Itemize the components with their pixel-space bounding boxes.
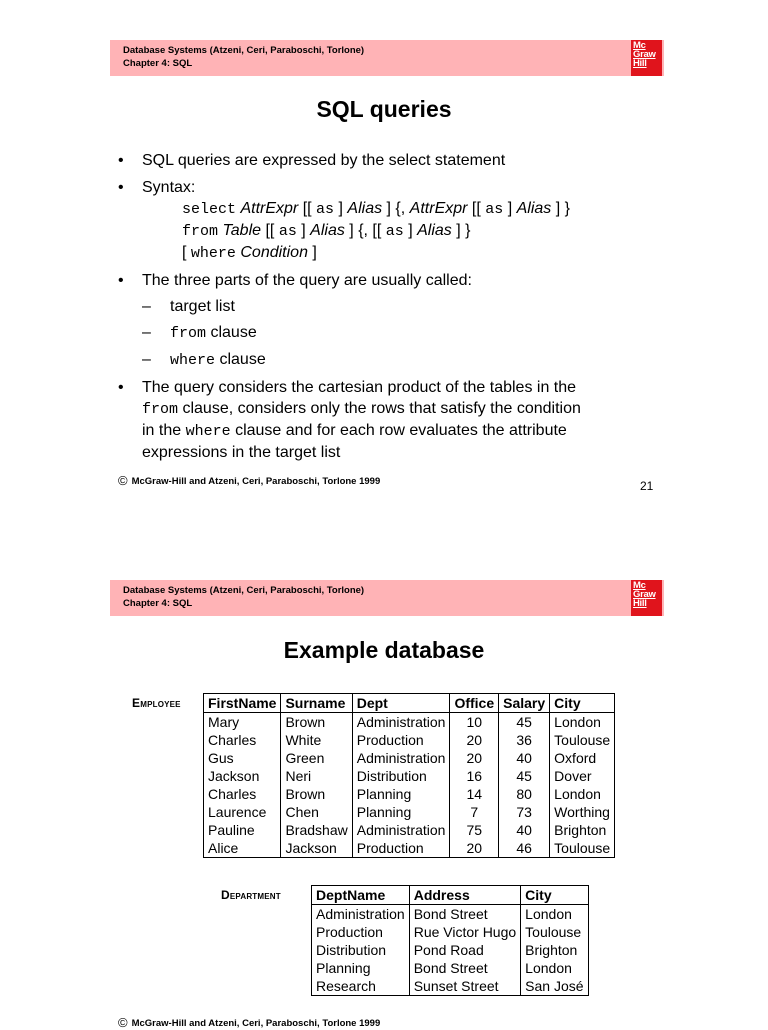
table-cell: Gus (204, 749, 281, 767)
table-cell: Production (352, 731, 450, 749)
table-cell: 75 (450, 821, 499, 839)
table-cell: Mary (204, 713, 281, 732)
dash-icon: – (142, 351, 151, 368)
table-cell: Distribution (312, 941, 410, 959)
table-row (312, 905, 589, 924)
column-header: Salary (499, 694, 550, 713)
table-cell: Sunset Street (409, 977, 520, 996)
table-cell: Distribution (352, 767, 450, 785)
table-cell: Toulouse (550, 731, 615, 749)
table-row (312, 959, 589, 977)
table-cell: Charles (204, 731, 281, 749)
slide-sql-queries (0, 0, 768, 512)
table-cell: 40 (499, 749, 550, 767)
table-cell: 20 (450, 749, 499, 767)
table-cell: 36 (499, 731, 550, 749)
table-cell: Pauline (204, 821, 281, 839)
slide-footer: © McGraw-Hill and Atzeni, Ceri, Paraboschi, Torlone 1999 (118, 1015, 381, 1030)
table-cell: Brown (281, 785, 352, 803)
bullet-icon: • (118, 272, 124, 289)
bullet-item: • Syntax: (118, 179, 196, 196)
sub-item: – where clause (142, 351, 266, 369)
table-row (312, 941, 589, 959)
table-cell: Jackson (281, 839, 352, 858)
employee-table (203, 693, 615, 858)
table-cell: Research (312, 977, 410, 996)
table-cell: 10 (450, 713, 499, 732)
table-cell: Worthing (550, 803, 615, 821)
table-cell: Planning (352, 785, 450, 803)
table-cell: Brighton (550, 821, 615, 839)
department-label: Department (221, 888, 281, 902)
slide-header (110, 580, 664, 616)
column-header: Surname (281, 694, 352, 713)
syntax-line: from Table [[ as ] Alias ] {, [[ as ] Alias ] } (182, 222, 471, 240)
chapter-title: Chapter 4: SQL (123, 598, 193, 609)
table-row (204, 839, 615, 858)
slide-title: SQL queries (316, 96, 452, 122)
slide-example-database (0, 540, 768, 1030)
table-cell: Administration (352, 713, 450, 732)
table-cell: Bond Street (409, 959, 520, 977)
table-row (204, 731, 615, 749)
syntax-line: select AttrExpr [[ as ] Alias ] {, AttrExpr [[ as ] Alias ] } (182, 200, 570, 218)
table-cell: Bond Street (409, 905, 520, 924)
table-cell: London (550, 785, 615, 803)
table-cell: Toulouse (521, 923, 588, 941)
sub-item: – target list (142, 298, 235, 315)
bullet-item: • The three parts of the query are usually called: (118, 272, 472, 289)
table-cell: Toulouse (550, 839, 615, 858)
table-cell: 20 (450, 731, 499, 749)
table-cell: Alice (204, 839, 281, 858)
bullet-icon: • (118, 152, 124, 169)
table-cell: Jackson (204, 767, 281, 785)
table-cell: Laurence (204, 803, 281, 821)
table-cell: Chen (281, 803, 352, 821)
table-cell: 16 (450, 767, 499, 785)
dash-icon: – (142, 298, 151, 315)
table-cell: Brown (281, 713, 352, 732)
table-cell: Production (352, 839, 450, 858)
table-row (204, 821, 615, 839)
table-cell: 45 (499, 713, 550, 732)
bullet-icon: • (118, 379, 124, 396)
table-cell: Dover (550, 767, 615, 785)
syntax-line: [ where Condition ] (182, 244, 317, 262)
table-cell: Administration (352, 821, 450, 839)
column-header: City (550, 694, 615, 713)
table-cell: 73 (499, 803, 550, 821)
copyright-icon: © (118, 473, 128, 488)
column-header: Address (409, 886, 520, 905)
page-number: 21 (640, 479, 654, 493)
sub-item: – from clause (142, 324, 257, 342)
bullet-list (118, 150, 678, 463)
employee-label: Employee (132, 696, 181, 710)
table-row (204, 767, 615, 785)
table-cell: Oxford (550, 749, 615, 767)
table-cell: Planning (312, 959, 410, 977)
slide-title: Example database (283, 637, 485, 663)
dash-icon: – (142, 324, 151, 341)
table-cell: Brighton (521, 941, 588, 959)
table-cell: London (550, 713, 615, 732)
table-row (312, 977, 589, 996)
table-cell: Charles (204, 785, 281, 803)
column-header: DeptName (312, 886, 410, 905)
bullet-item: • The query considers the cartesian product of the tables in the from clause, considers only the rows that satisfy the condition in the where clause and for each row evaluates the attribute expressions in the target list (118, 379, 581, 461)
table-cell: Rue Victor Hugo (409, 923, 520, 941)
bullet-item: • SQL queries are expressed by the select statement (118, 152, 506, 169)
table-cell: London (521, 959, 588, 977)
copyright-icon: © (118, 1015, 128, 1030)
column-header: Dept (352, 694, 450, 713)
bullet-icon: • (118, 179, 124, 196)
column-header: Office (450, 694, 499, 713)
table-cell: San José (521, 977, 588, 996)
table-cell: Planning (352, 803, 450, 821)
table-cell: 7 (450, 803, 499, 821)
table-cell: 40 (499, 821, 550, 839)
table-cell: 46 (499, 839, 550, 858)
table-cell: Bradshaw (281, 821, 352, 839)
table-row (204, 749, 615, 767)
table-cell: 45 (499, 767, 550, 785)
slide-footer: © McGraw-Hill and Atzeni, Ceri, Paraboschi, Torlone 1999 (118, 473, 381, 488)
table-row (204, 803, 615, 821)
chapter-title: Chapter 4: SQL (123, 58, 193, 69)
mcgraw-hill-logo: Mc Graw Hill (631, 580, 662, 616)
table-cell: Green (281, 749, 352, 767)
table-row (204, 713, 615, 732)
table-cell: 80 (499, 785, 550, 803)
header-text (123, 584, 364, 610)
slide-header (110, 40, 664, 76)
table-cell: Neri (281, 767, 352, 785)
table-cell: 14 (450, 785, 499, 803)
table-cell: White (281, 731, 352, 749)
table-row (204, 785, 615, 803)
table-row (312, 923, 589, 941)
table-cell: Production (312, 923, 410, 941)
table-cell: Administration (352, 749, 450, 767)
book-title: Database Systems (Atzeni, Ceri, Paraboschi, Torlone) (123, 45, 365, 56)
table-cell: Pond Road (409, 941, 520, 959)
column-header: FirstName (204, 694, 281, 713)
header-text (123, 44, 364, 70)
table-cell: Administration (312, 905, 410, 924)
column-header: City (521, 886, 588, 905)
mcgraw-hill-logo: Mc Graw Hill (631, 40, 662, 76)
table-cell: 20 (450, 839, 499, 858)
table-cell: London (521, 905, 588, 924)
book-title: Database Systems (Atzeni, Ceri, Paraboschi, Torlone) (123, 585, 365, 596)
department-table (311, 885, 589, 996)
